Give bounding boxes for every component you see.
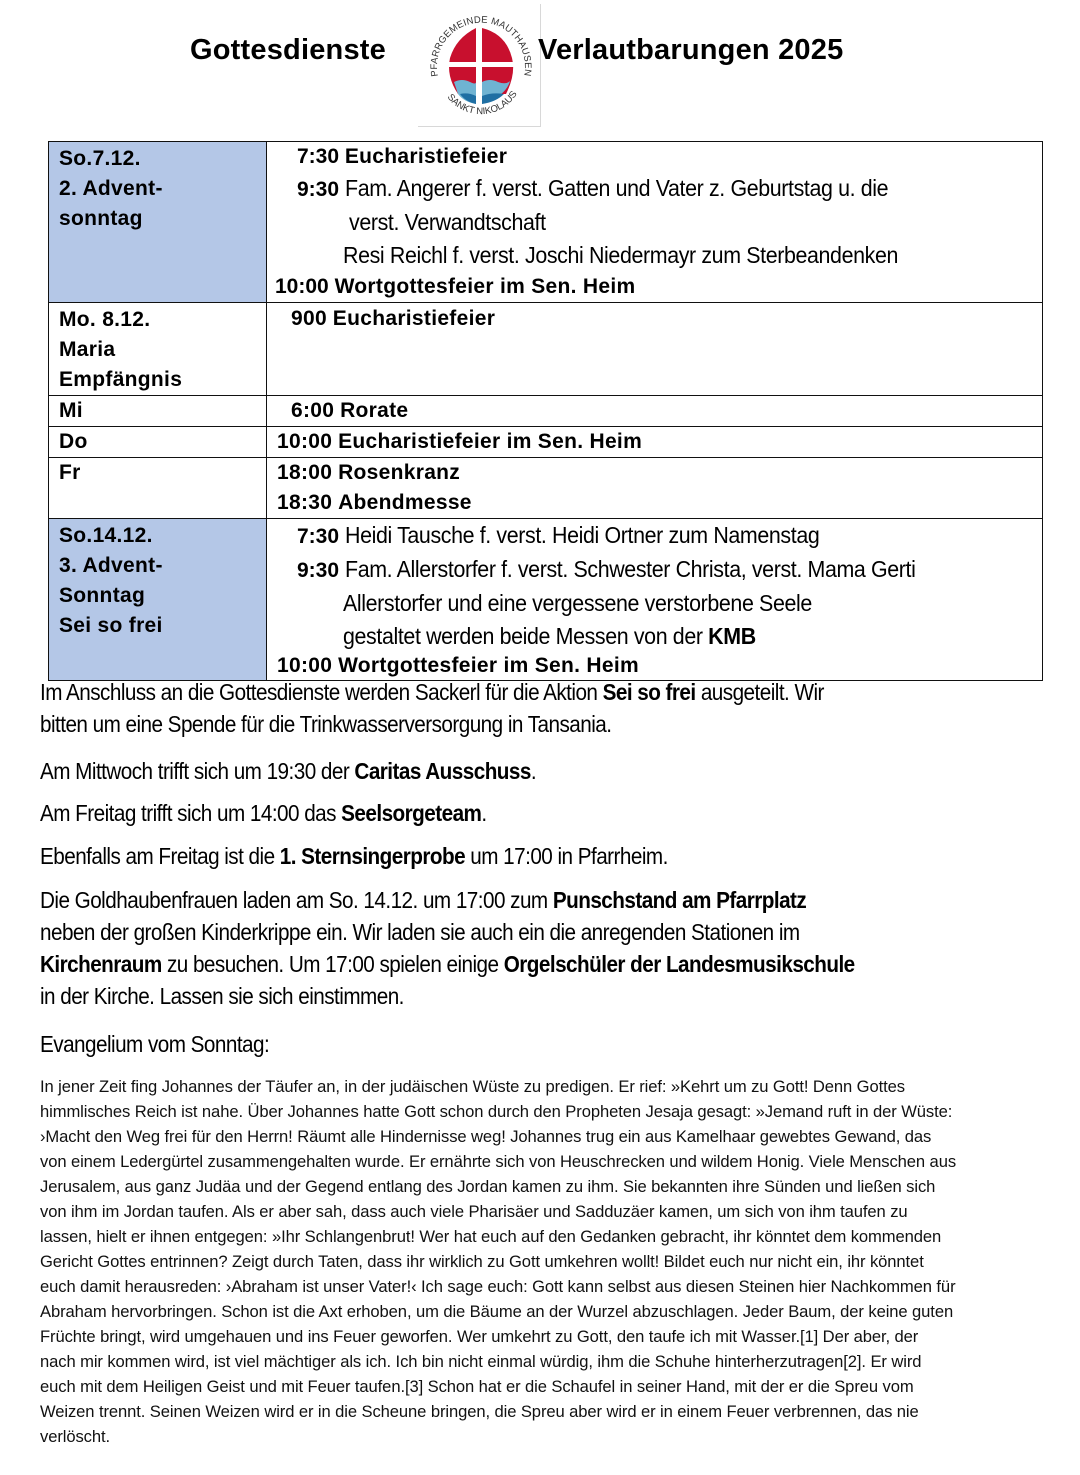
- day-date: Fr: [59, 461, 81, 484]
- bold-text: Caritas Ausschuss: [354, 758, 531, 784]
- announcement-goldhaubenfrauen: [40, 884, 1040, 1012]
- event-time: 10:00: [277, 430, 333, 453]
- events-cell: [267, 519, 1043, 681]
- event-title: Eucharistiefeier im Sen. Heim: [338, 430, 643, 453]
- text: in der Kirche. Lassen sie sich einstimmen.: [40, 983, 404, 1009]
- day-label: Empfängnis: [59, 368, 183, 391]
- day-label: 3. Advent-: [59, 554, 163, 577]
- event: [277, 303, 1042, 334]
- logo-bottom-text: SANKT NIKOLAUS: [444, 89, 520, 118]
- day-cell: [49, 142, 267, 303]
- event-title: Eucharistiefeier: [332, 307, 496, 330]
- event-title: Eucharistiefeier: [344, 145, 508, 168]
- event: [277, 553, 1042, 587]
- gospel-heading-text: Evangelium vom Sonntag:: [40, 1031, 270, 1057]
- kmb-label: KMB: [708, 623, 756, 649]
- event: [277, 142, 1042, 172]
- day-cell: [49, 396, 267, 427]
- gospel-line: euch mit dem Heiligen Geist und mit Feuer taufen.[3] Schon hat er die Schaufel in seiner Hand, mit der er die Spreu vom: [40, 1377, 914, 1396]
- event: [277, 519, 1042, 553]
- event-continuation: [277, 620, 1042, 653]
- day-label: Sonntag: [59, 584, 146, 607]
- gospel-line: von einem Ledergürtel zusammengehalten wurde. Er ernährte sich von Heuschrecken und wildem Honig. Viele Menschen aus: [40, 1152, 957, 1171]
- gospel-text: [40, 1074, 1040, 1449]
- text: Im Anschluss an die Gottesdienste werden Sackerl für die Aktion: [40, 679, 603, 705]
- event-time: 10:00: [275, 275, 329, 298]
- event-time: 9:30: [296, 178, 339, 201]
- day-cell: [49, 519, 267, 681]
- bold-text: Orgelschüler der Landesmusikschule: [503, 951, 855, 977]
- text: ausgeteilt. Wir: [695, 679, 824, 705]
- day-date: Mi: [59, 399, 83, 422]
- text: zu besuchen. Um 17:00 spielen einige: [161, 951, 504, 977]
- schedule-row: [49, 427, 1043, 458]
- event-title: Fam. Angerer f. verst. Gatten und Vater z. Geburtstag u. die: [344, 175, 889, 201]
- schedule-row: [49, 396, 1043, 427]
- event-time: 7:30: [296, 145, 339, 168]
- bold-text: Seelsorgeteam: [341, 800, 482, 826]
- events-cell: [267, 458, 1043, 519]
- logo-top-text: PFARRGEMEINDE MAUTHAUSEN: [428, 14, 534, 78]
- day-date: So.7.12.: [59, 147, 141, 170]
- event-title: Abendmesse: [338, 491, 472, 514]
- announcement-sei-so-frei: [40, 676, 1040, 740]
- text: .: [530, 758, 537, 784]
- event-title: Rorate: [340, 399, 409, 422]
- schedule-table: [48, 141, 1043, 681]
- event-time: 18:30: [277, 491, 333, 514]
- gospel-line: von ihm im Jordan taufen. Als er aber sah, dass auch viele Pharisäer und Sadduzäer kamen, um sich von ihm taufen zu: [40, 1202, 908, 1221]
- gospel-line: Gericht Gottes entrinnen? Zeigt durch Taten, dass ihr wirklich zu Gott umkehren wollt! Bildet euch nur nicht ein, ihr könntet: [40, 1252, 924, 1271]
- event-continuation: [277, 239, 1042, 272]
- text: Am Mittwoch trifft sich um 19:30 der: [40, 758, 355, 784]
- day-label: Maria: [59, 338, 116, 361]
- event-time: 6:00: [291, 399, 335, 422]
- gospel-line: ›Macht den Weg frei für den Herrn! Räumt alle Hindernisse weg! Johannes trug ein aus Kamelhaar gewebtes Gewand, das: [40, 1127, 932, 1146]
- event-time: 900: [291, 307, 327, 330]
- bold-text: Punschstand am Pfarrplatz: [552, 887, 807, 913]
- event-title: Wortgottesfeier im Sen. Heim: [338, 654, 639, 677]
- event-time: 10:00: [277, 654, 333, 677]
- event-time: 7:30: [296, 525, 339, 548]
- bold-text: Sei so frei: [602, 679, 696, 705]
- event-continuation: [277, 587, 1042, 620]
- continuation-text: verst. Verwandtschaft: [349, 209, 546, 235]
- text: Am Freitag trifft sich um 14:00 das: [40, 800, 342, 826]
- schedule-row: [49, 142, 1043, 303]
- day-date: Do: [59, 430, 88, 453]
- events-cell: [267, 142, 1043, 303]
- gospel-line: himmlisches Reich ist nahe. Über Johannes hatte Gott schon durch den Propheten Jesaja gesagt: »Jemand ruft in der Wüste:: [40, 1102, 953, 1121]
- day-cell: [49, 427, 267, 458]
- text: Die Goldhaubenfrauen laden am So. 14.12. um 17:00 zum: [40, 887, 553, 913]
- event-continuation: [277, 206, 1042, 239]
- schedule-row: [49, 458, 1043, 519]
- announcement-caritas: [40, 755, 1040, 787]
- gospel-line: Früchte bringt, wird umgehauen und ins Feuer geworfen. Wer umkehrt zu Gott, den taufe ich mit Wasser.[1] Der aber, der: [40, 1327, 919, 1346]
- schedule-row: [49, 303, 1043, 396]
- gospel-line: nach mir kommen wird, ist viel mächtiger als ich. Ich bin nicht einmal würdig, ihm die Schuhe hinterherzutragen[2]. Er wird: [40, 1352, 922, 1371]
- event-title: Rosenkranz: [338, 461, 461, 484]
- text: bitten um eine Spende für die Trinkwasserversorgung in Tansania.: [40, 711, 612, 737]
- day-label: Sei so frei: [59, 614, 163, 637]
- gospel-line: Weizen trennt. Seinen Weizen wird er in die Scheune bringen, die Spreu aber wird er in einem Feuer verbrennen, das nie: [40, 1402, 919, 1421]
- day-label: sonntag: [59, 207, 143, 230]
- continuation-text: Allerstorfer und eine vergessene verstorbene Seele: [343, 590, 812, 616]
- text: neben der großen Kinderkrippe ein. Wir laden sie auch ein die anregenden Stationen im: [40, 919, 800, 945]
- bold-text: Kirchenraum: [40, 951, 162, 977]
- bold-text: 1. Sternsingerprobe: [279, 843, 466, 869]
- gospel-heading: [40, 1028, 1040, 1060]
- event-title: Fam. Allerstorfer f. verst. Schwester Christa, verst. Mama Gerti: [344, 556, 916, 582]
- event: [277, 427, 1042, 457]
- event: [267, 272, 1042, 302]
- event: [277, 396, 1042, 426]
- event-time: 9:30: [296, 559, 339, 582]
- event: [277, 172, 1042, 206]
- event-time: 18:00: [277, 461, 333, 484]
- announcement-seelsorgeteam: [40, 797, 1040, 829]
- text: Ebenfalls am Freitag ist die: [40, 843, 280, 869]
- events-cell: [267, 303, 1043, 396]
- day-label: 2. Advent-: [59, 177, 163, 200]
- continuation-text: gestaltet werden beide Messen von der: [343, 623, 709, 649]
- events-cell: [267, 396, 1043, 427]
- day-cell: [49, 303, 267, 396]
- event-title: Wortgottesfeier im Sen. Heim: [334, 275, 636, 298]
- gospel-line: In jener Zeit fing Johannes der Täufer an, in der judäischen Wüste zu predigen. Er rief: »Kehrt um zu Gott! Denn Gottes: [40, 1077, 905, 1096]
- parish-logo: [420, 6, 540, 126]
- events-cell: [267, 427, 1043, 458]
- text: um 17:00 in Pfarrheim.: [465, 843, 668, 869]
- schedule-row: [49, 519, 1043, 681]
- event: [277, 458, 1042, 488]
- title-verlautbarungen: Verlautbarungen 2025: [538, 34, 844, 66]
- announcement-sternsinger: [40, 840, 1040, 872]
- gospel-line: lassen, hielt er ihnen entgegen: »Ihr Schlangenbrut! Wer hat euch auf den Gedanken gebracht, ihr könntet dem kommenden: [40, 1227, 942, 1246]
- day-date: So.14.12.: [59, 524, 153, 547]
- event-title: Heidi Tausche f. verst. Heidi Ortner zum Namenstag: [344, 522, 820, 548]
- gospel-line: Jerusalem, aus ganz Judäa und der Gegend entlang des Jordan kamen zu ihm. Sie bekannten ihre Sünden und ließen sich: [40, 1177, 936, 1196]
- continuation-text: Resi Reichl f. verst. Joschi Niedermayr zum Sterbeandenken: [343, 242, 899, 268]
- text: .: [481, 800, 487, 826]
- day-cell: [49, 458, 267, 519]
- title-gottesdienste: Gottesdienste: [190, 34, 386, 66]
- event: [277, 488, 1042, 518]
- gospel-line: verlöscht.: [40, 1427, 111, 1446]
- gospel-line: Abraham hervorbringen. Schon ist die Axt erhoben, um die Bäume an der Wurzel abzuschlagen. Jeder Baum, der keine guten: [40, 1302, 954, 1321]
- gospel-line: euch damit herausreden: ›Abraham ist unser Vater!‹ Ich sage euch: Gott kann selbst aus diesen Steinen hier Nachkommen für: [40, 1277, 956, 1296]
- day-date: Mo. 8.12.: [59, 308, 151, 331]
